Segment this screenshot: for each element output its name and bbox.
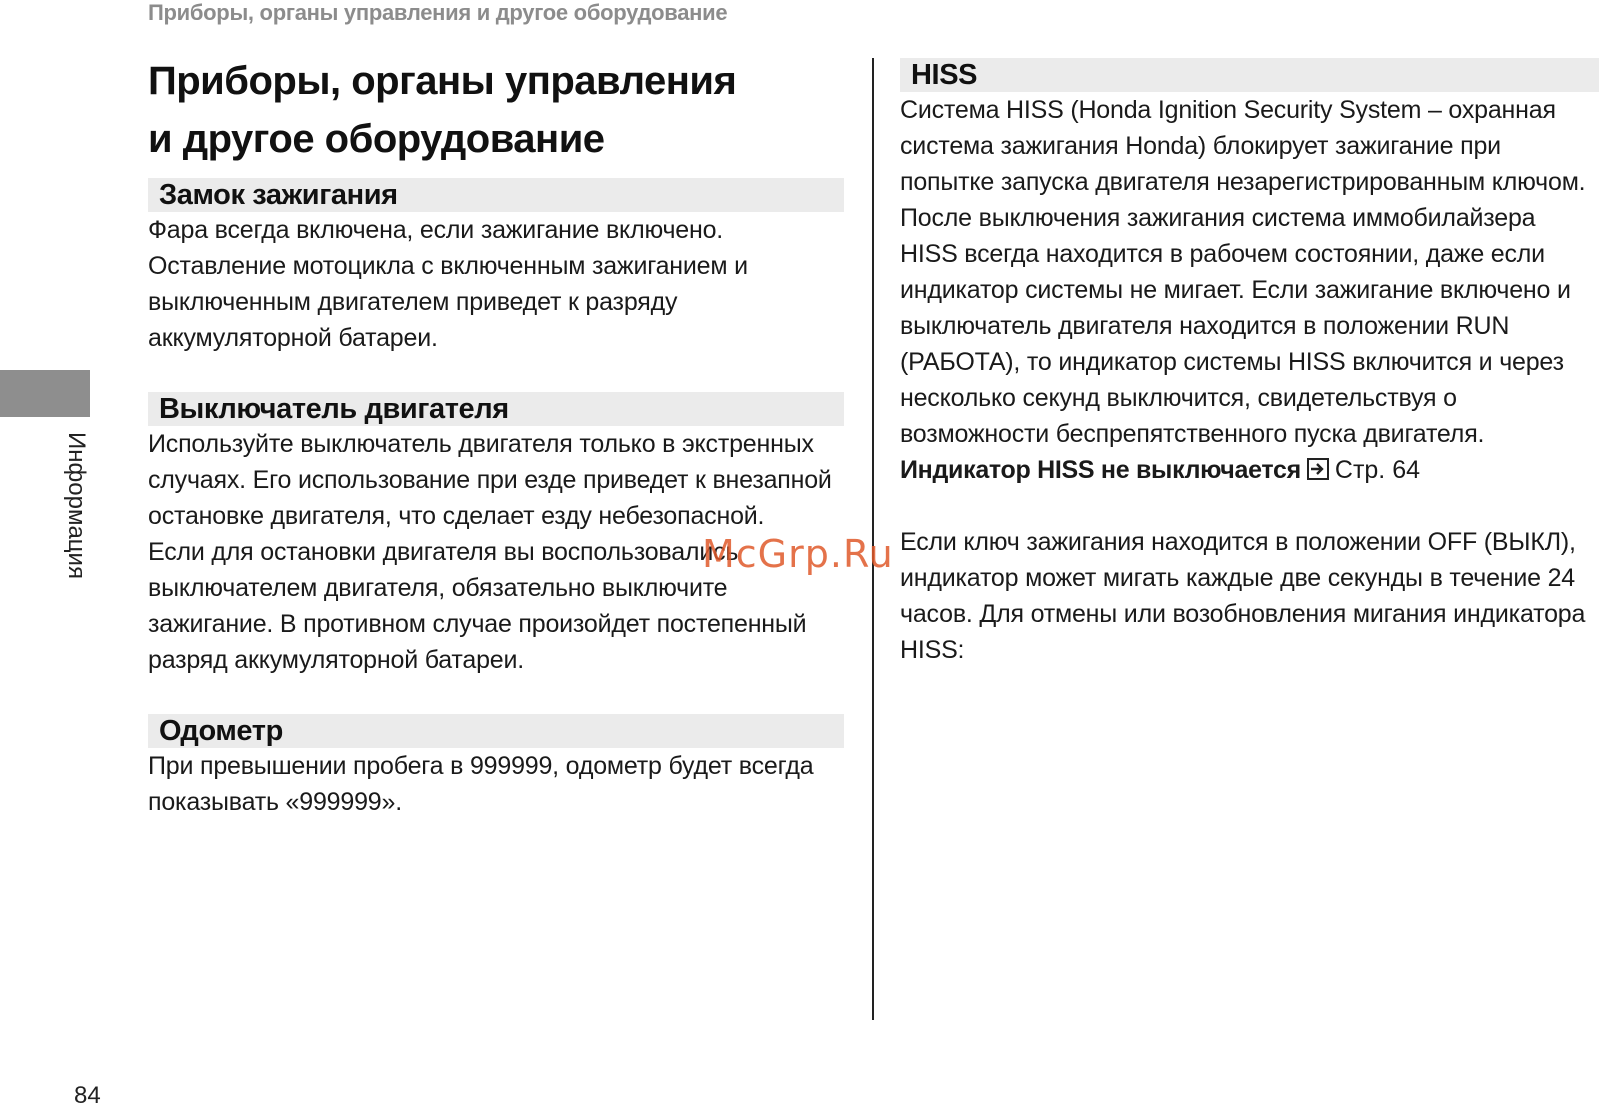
ignition-paragraph: Фара всегда включена, если зажигание включено. Оставление мотоцикла с включенным зажиганием и выключенным двигателем приведет к разряду аккумуляторной батареи. xyxy=(148,216,748,352)
odometer-paragraph: При превышении пробега в 999999, одометр будет всегда показывать «999999». xyxy=(148,752,814,816)
hiss-paragraph-2: Если ключ зажигания находится в положении OFF (ВЫКЛ), индикатор может мигать каждые две секунды в течение 24 часов. Для отмены или возобновления мигания индикатора HISS: xyxy=(900,528,1586,664)
engine-switch-paragraph-2: Если для остановки двигателя вы воспользовались выключателем двигателя, обязательно выключите зажигание. В противном случае произойдет постепенный разряд аккумуляторной батареи. xyxy=(148,538,807,674)
engine-switch-paragraph-1: Используйте выключатель двигателя только в экстренных случаях. Его использование при езде приведет к внезапной остановке двигателя, что сделает езду небезопасной. xyxy=(148,430,832,530)
page-title xyxy=(148,52,844,168)
cross-reference-page: Стр. 64 xyxy=(1334,456,1420,484)
hiss-paragraph-1: Система HISS (Honda Ignition Security System – охранная система зажигания Honda) блокирует зажигание при попытке запуска двигателя незарегистрированным ключом. После выключения зажигания система иммобилайзера HISS всегда находится в рабочем состоянии, даже если индикатор системы не мигает. Если зажигание включено и выключатель двигателя находится в положении RUN (РАБОТА), то индикатор системы HISS включится и через несколько секунд выключится, свидетельствуя о возможности беспрепятственного пуска двигателя. xyxy=(900,96,1586,448)
page-reference-arrow-icon xyxy=(1307,458,1329,480)
left-column xyxy=(148,52,844,820)
section-tab-label: Информация xyxy=(63,432,90,579)
section-tab-marker xyxy=(0,370,90,417)
section-heading-ignition: Замок зажигания xyxy=(148,178,844,212)
page-title-line-2: и другое оборудование xyxy=(148,117,605,161)
page-title-line-1: Приборы, органы управления xyxy=(148,59,737,103)
running-header: Приборы, органы управления и другое оборудование xyxy=(148,0,728,25)
section-heading-odometer: Одометр xyxy=(148,714,844,748)
cross-reference-title: Индикатор HISS не выключается xyxy=(900,456,1301,484)
right-column xyxy=(900,58,1599,668)
hiss-cross-reference[interactable] xyxy=(900,452,1599,488)
section-heading-engine-switch: Выключатель двигателя xyxy=(148,392,844,426)
watermark-text: McGrp.Ru xyxy=(702,532,894,576)
page-number: 84 xyxy=(74,1082,101,1109)
section-heading-hiss: HISS xyxy=(900,58,1599,92)
